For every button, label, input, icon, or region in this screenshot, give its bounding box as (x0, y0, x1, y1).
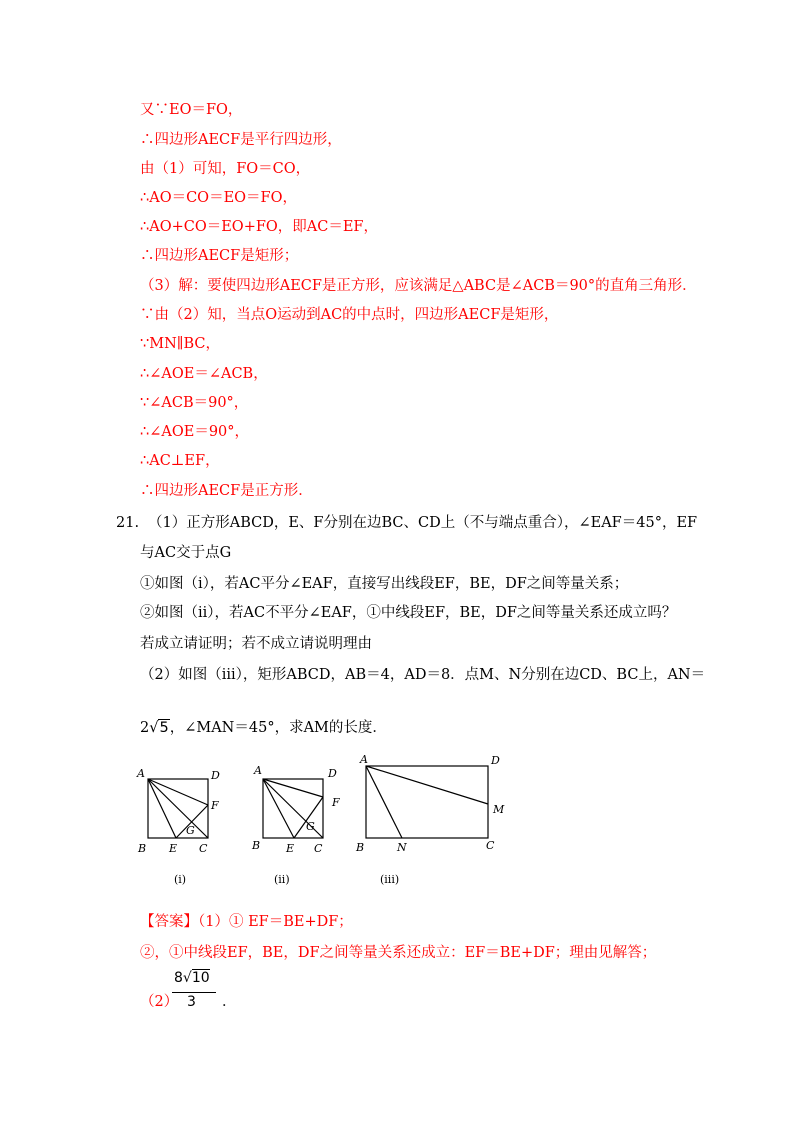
answer-line-2: ②，①中线段EF，BE，DF之间等量关系还成立：EF＝BE+DF；理由见解答； (140, 945, 657, 961)
fraction-numerator (174, 970, 210, 986)
label-a: A (137, 767, 145, 780)
label-b: B (252, 839, 261, 852)
figure-i (135, 757, 230, 861)
label-g: G (186, 824, 195, 837)
problem-line: （1）正方形ABCD，E、F分别在边BC、CD上（不与端点重合），∠EAF＝45°，EF (148, 515, 698, 531)
solution-line: ∴∠AOE＝∠ACB， (140, 366, 268, 382)
answer-line-3-prefix: （2） (140, 994, 179, 1010)
numerator-radicand: 10 (191, 970, 210, 986)
label-a: A (254, 764, 262, 777)
sqrt-icon: √ (149, 720, 159, 736)
coef: 2 (140, 720, 150, 736)
label-f: F (332, 796, 340, 809)
answer-line-1 (140, 912, 353, 932)
label-b: B (356, 841, 365, 854)
label-c: C (486, 839, 495, 852)
label-m: M (493, 803, 505, 816)
radicand: 5 (159, 720, 169, 736)
label-b: B (138, 842, 147, 855)
solution-line: ∵∠ACB＝90°， (140, 395, 249, 411)
figure-iii-caption: (iii) (380, 873, 400, 886)
problem-line: 若成立请证明；若不成立请说明理由 (140, 636, 372, 652)
figure-iii (355, 752, 525, 861)
solution-line: ∴∠AOE＝90°， (140, 424, 250, 440)
solution-line: ∴四边形AECF是平行四边形， (140, 132, 342, 148)
solution-line: ∵由（2）知，当点O运动到AC的中点时，四边形AECF是矩形， (140, 307, 559, 323)
label-n: N (397, 841, 407, 854)
fraction-bar (172, 992, 216, 993)
numerator-coef: 8 (174, 970, 183, 986)
answer-tag: 【答案】 (140, 914, 198, 930)
sqrt-icon: √ (182, 970, 192, 986)
solution-line: ∴四边形AECF是矩形； (140, 248, 299, 264)
solution-line: ∵MN∥BC， (140, 336, 220, 352)
figure-ii (250, 757, 360, 861)
problem-line: （2）如图（iii），矩形ABCD，AB＝4，AD＝8．点M、N分别在边CD、BC上，AN＝ (140, 667, 706, 683)
problem-number: 21. (116, 515, 140, 531)
solution-line: ∴四边形AECF是正方形． (140, 483, 313, 499)
problem-line: 与AC交于点G (140, 545, 232, 561)
label-c: C (314, 842, 323, 855)
solution-line: （3）解：要使四边形AECF是正方形，应该满足△ABC是∠ACB＝90°的直角三角形． (140, 278, 697, 294)
label-d: D (491, 754, 500, 767)
figure-i-caption: (i) (174, 873, 187, 886)
label-a: A (360, 753, 368, 766)
fraction-denominator: 3 (187, 994, 196, 1010)
problem-line: ①如图（i），若AC平分∠EAF，直接写出线段EF，BE，DF之间等量关系； (140, 576, 629, 592)
label-e: E (169, 842, 178, 855)
label-f: F (211, 799, 219, 812)
solution-line: ∴AO＝CO＝EO＝FO， (140, 190, 297, 206)
figure-ii-caption: (ii) (274, 873, 290, 886)
solution-line: ∴AC⊥EF， (140, 453, 220, 469)
solution-line: 由（1）可知，FO＝CO， (140, 161, 311, 177)
label-d: D (211, 769, 220, 782)
solution-line: 又∵EO＝FO， (140, 102, 243, 118)
answer-part-1: （1）① EF＝BE+DF； (198, 914, 353, 930)
answer-fraction (170, 970, 220, 1014)
problem-line-rest: ，∠MAN＝45°，求AM的长度． (169, 720, 387, 736)
label-d: D (328, 767, 337, 780)
answer-line-3-suffix: ． (222, 994, 237, 1010)
label-c: C (199, 842, 208, 855)
problem-line: ②如图（ii），若AC不平分∠EAF，①中线段EF，BE，DF之间等量关系还成立吗？ (140, 605, 677, 621)
solution-line: ∴AO+CO＝EO+FO，即AC＝EF， (140, 219, 378, 235)
label-g: G (306, 820, 315, 833)
label-e: E (286, 842, 295, 855)
problem-line-sqrt (140, 718, 387, 738)
